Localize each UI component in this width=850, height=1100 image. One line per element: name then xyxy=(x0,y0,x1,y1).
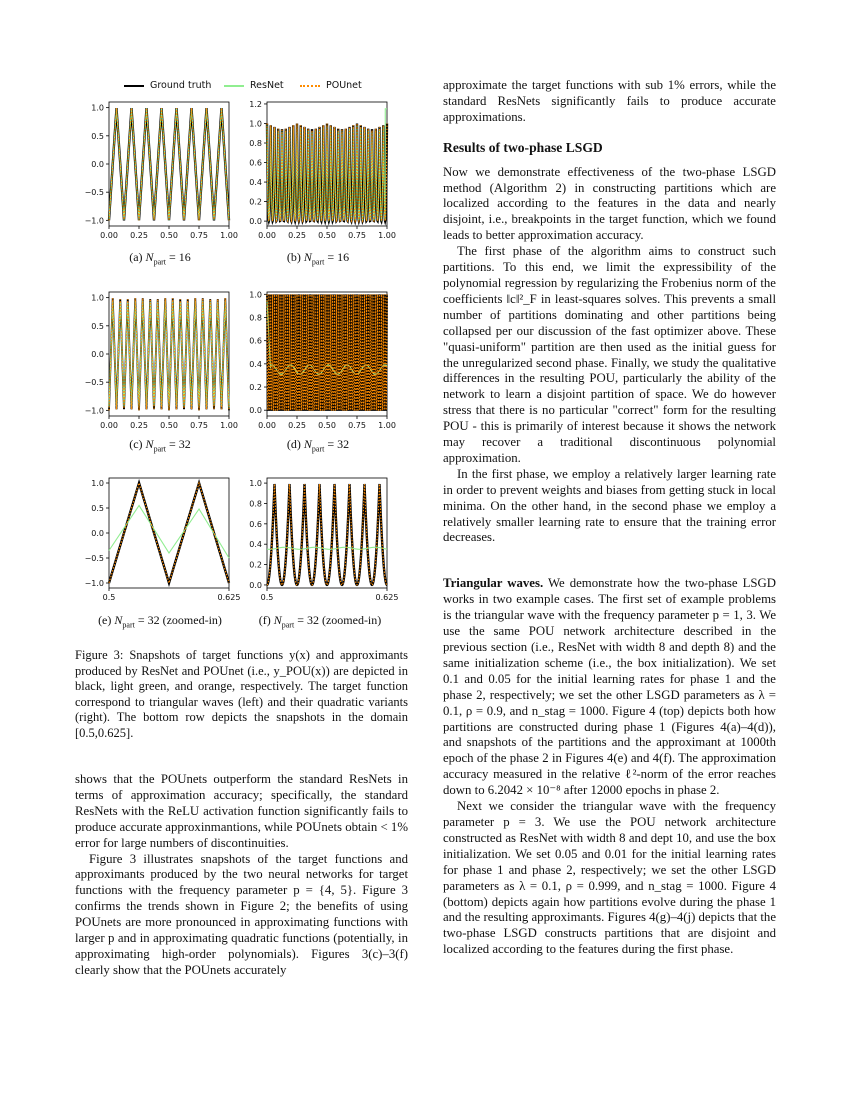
right-paragraph-5: Next we consider the triangular wave with the frequency parameter p = 3. We use the POU network architecture constructed as ResNet with width 8 and dept 10, and use the box initialization. We set 0.05 and 0.01 for the initial learning rates for phase 1 and phase 2, respectively; we set the other LSGD parameters as λ = 0.1, ρ = 0.999, and n_stag = 1000. Figure 4 (bottom) depicts again how partitions evolve during the phase 1 and the resulting approximants. Figures 4(g)–4(j) depicts that the two-phase LSGD constructs partitions that are disjoint and localized according to the features during the first phase. xyxy=(443,799,777,957)
section-heading: Results of two-phase LSGD xyxy=(443,139,603,155)
y-tick-label: 0.0 xyxy=(91,160,104,169)
y-tick-label: 0.4 xyxy=(249,540,262,550)
x-tick-label: 1.00 xyxy=(220,231,238,240)
y-tick-label: 1.0 xyxy=(91,293,104,303)
chart-panel-b xyxy=(233,98,403,248)
legend-label-ground-truth: Ground truth xyxy=(150,80,212,91)
x-tick-label: 0.50 xyxy=(160,421,178,430)
chart-panel-e xyxy=(75,474,245,614)
x-tick-label: 1.00 xyxy=(220,421,238,430)
series-resnet-line xyxy=(267,547,387,549)
x-tick-label: 0.75 xyxy=(348,421,366,430)
legend-resnet xyxy=(224,80,284,91)
plot-frame xyxy=(109,478,229,588)
chart-panel-a xyxy=(75,98,245,248)
legend-swatch-ground-truth xyxy=(124,85,144,87)
y-tick-label: 0.4 xyxy=(249,359,262,369)
legend-swatch-pounet xyxy=(300,85,320,87)
subcaption-c: (c) $N_{part} = 32$ xyxy=(129,437,191,454)
subcaption-d: (d) $N_{part} = 32$ xyxy=(286,437,350,454)
y-tick-label: 1.0 xyxy=(249,119,262,129)
x-tick-label: 0.00 xyxy=(258,231,276,240)
y-tick-label: 0.0 xyxy=(91,350,104,359)
y-tick-label: −1.0 xyxy=(84,216,104,226)
legend-label-resnet: ResNet xyxy=(250,80,284,91)
x-tick-label: 0.25 xyxy=(288,231,306,240)
chart-panel-f xyxy=(233,474,403,614)
runin-heading: Triangular waves. xyxy=(443,576,544,591)
x-tick-label: 0.625 xyxy=(217,593,241,602)
figure-caption xyxy=(75,648,408,742)
y-tick-label: 0.4 xyxy=(249,178,262,188)
y-tick-label: 0.5 xyxy=(91,131,104,141)
chart-panel-c xyxy=(75,288,245,438)
chart-svg-b xyxy=(233,98,403,246)
left-paragraph-2: Figure 3 illustrates snapshots of the target functions and approximants produced by the two neural networks for target functions with the frequency parameter p = {4, 5}. Figure 3 confirms the trends shown in Figure 2; the benefits of using POUnets are more pronounced in approximating functions with larger p and in approximating quadratic functions (potentially, in approximating high-order polynomials). Figures 3(c)–3(f) clearly show that the POUnets accurately xyxy=(75,851,408,977)
x-tick-label: 0.00 xyxy=(100,421,118,430)
legend-swatch-resnet xyxy=(224,85,244,87)
x-tick-label: 0.75 xyxy=(190,231,208,240)
legend-label-pounet: POUnet xyxy=(326,80,362,91)
series-resnet-line xyxy=(109,506,229,559)
y-tick-label: 1.0 xyxy=(91,103,104,113)
left-paragraph-1: shows that the POUnets outperform the standard ResNets in terms of approximation accuracy; specifically, the standard ResNets with the ReLU activation function significantly fails to produce accurate approxinmantions, while POUnets obtain < 1% error for large numbers of discontinuities. xyxy=(75,772,408,850)
subcaption-e: (e) $N_{part} = 32$ (zoomed-in) xyxy=(98,613,222,630)
chart-svg-d xyxy=(233,288,403,436)
left-column xyxy=(75,772,408,979)
subcaption-a: (a) $N_{part} = 16$ xyxy=(129,250,191,267)
y-tick-label: −1.0 xyxy=(84,406,104,416)
legend-ground-truth xyxy=(124,80,211,91)
y-tick-label: −0.5 xyxy=(84,554,104,563)
x-tick-label: 0.00 xyxy=(100,231,118,240)
y-tick-label: −0.5 xyxy=(84,378,104,388)
series-ground-truth-line xyxy=(267,484,387,585)
x-tick-label: 1.00 xyxy=(378,231,396,240)
x-tick-label: 0.25 xyxy=(130,421,148,430)
figure-caption-label: Figure 3: xyxy=(75,648,124,662)
y-tick-label: 0.5 xyxy=(91,321,104,331)
y-tick-label: 1.2 xyxy=(249,99,262,109)
y-tick-label: 0.2 xyxy=(249,560,262,570)
y-tick-label: 0.6 xyxy=(249,519,262,529)
series-pounet-line xyxy=(109,483,229,583)
y-tick-label: 0.2 xyxy=(249,197,262,207)
right-paragraph-2: The first phase of the algorithm aims to construct such partitions. To this end, we limit the expressibility of the polynomial regression by regularizing the Frobenius norm of the coefficients ‖c‖²_F in least-squares solves. This prevents a small number of partitions dominating and other partitions being collapsed per our discussion of the fast optimizer above. These "quasi-uniform" partition are then used as the initial guess for the unregularized second phase. Finally, we study the qualitative differences in the resulting POU, particularly the ability of the network to learn a disjoint partition of space. We do however stress that there is no particular "correct" form for the resulting POU - this is primarily of interest because it shows the network may recover a traditional discontinuous polynomial approximation. xyxy=(443,244,776,465)
figure-caption-text: Snapshots of target functions y(x) and approximants produced by ResNet and POUnet (i.e., y_POU(x)) are depicted in black, light green, and orange, respectively. The target function correspond to triangular waves (left) and their quadratic variants (right). The bottom row depicts the snapshots in the domain [0.5,0.625]. xyxy=(75,648,409,740)
x-tick-label: 0.625 xyxy=(375,593,399,602)
right-paragraph-3: In the first phase, we employ a relatively larger learning rate in order to prevent weights and biases from getting stuck in local minima. On the other hand, in the second phase we employ a relatively smaller learning rate to ensure that the training error decreases. xyxy=(443,466,776,545)
x-tick-label: 0.50 xyxy=(318,231,336,240)
y-tick-label: 0.0 xyxy=(91,529,104,538)
y-tick-label: −0.5 xyxy=(84,188,104,198)
y-tick-label: 1.0 xyxy=(249,479,262,489)
y-tick-label: 0.0 xyxy=(249,406,262,416)
right-paragraph-1: Now we demonstrate effectiveness of the two-phase LSGD method (Algorithm 2) in constructing partitions which are localized according to the features in the data and nearly disjoint, i.e., breakpoints in the target function, which we found leads to better approximation accuracy. xyxy=(443,164,776,243)
y-tick-label: −1.0 xyxy=(84,579,104,588)
chart-svg-a xyxy=(75,98,245,246)
right-column xyxy=(443,78,776,958)
right-paragraph-0: approximate the target functions with sub 1% errors, while the standard ResNets significantly fails to produce accurate approximations. xyxy=(443,78,776,124)
chart-svg-e xyxy=(75,474,245,608)
y-tick-label: 0.8 xyxy=(249,139,262,149)
legend-pounet xyxy=(300,80,362,91)
y-tick-label: 1.0 xyxy=(91,479,104,488)
y-tick-label: 0.5 xyxy=(91,504,104,513)
y-tick-label: 0.8 xyxy=(249,499,262,509)
y-tick-label: 0.0 xyxy=(249,217,262,227)
right-paragraph-4-text: We demonstrate how the two-phase LSGD works in two example cases. The first set of example problems is the triangular wave with the frequency parameter p = 1, 3. We use the same POU network architecture described in the previous section (i.e., ResNet with width 8 and depth 8) and the same initialization scheme (i.e., the box initialization). We set 0.1 and 0.05 for the initial learning rates for phase 1 and the phase 2, respectively; we set the other LSGD parameters as λ = 0.1, ρ = 0.9, and n_stag = 1000. Figure 4 (top) depicts both how partitions are constructed during phase 1 (Figures 4(a)–4(d)), and snapshots of the partitions and the approximant at 1000th epoch of the phase 2 in Figures 4(e) and 4(f). The approximation accuracy measured in the relative ℓ²-norm of the error reaches down to 6.2042 × 10⁻⁸ after 12000 epochs in phase 2. xyxy=(443,576,777,798)
x-tick-label: 0.00 xyxy=(258,421,276,430)
y-tick-label: 0.2 xyxy=(249,383,262,393)
y-tick-label: 0.6 xyxy=(249,158,262,168)
x-tick-label: 0.5 xyxy=(260,593,274,602)
y-tick-label: 0.6 xyxy=(249,336,262,346)
chart-svg-f xyxy=(233,474,403,608)
subcaption-f: (f) $N_{part} = 32$ (zoomed-in) xyxy=(258,613,382,630)
x-tick-label: 0.50 xyxy=(160,231,178,240)
right-paragraph-4 xyxy=(443,576,776,799)
x-tick-label: 0.25 xyxy=(130,231,148,240)
x-tick-label: 0.75 xyxy=(190,421,208,430)
y-tick-label: 1.0 xyxy=(249,290,262,300)
y-tick-label: 0.8 xyxy=(249,313,262,323)
x-tick-label: 0.25 xyxy=(288,421,306,430)
subcaption-b: (b) $N_{part} = 16$ xyxy=(286,250,350,267)
x-tick-label: 0.50 xyxy=(318,421,336,430)
series-ground-truth-line xyxy=(109,483,229,583)
x-tick-label: 0.5 xyxy=(102,593,116,602)
series-ground-truth-line xyxy=(109,108,229,220)
x-tick-label: 0.75 xyxy=(348,231,366,240)
y-tick-label: 0.0 xyxy=(249,580,262,590)
figure-legend xyxy=(118,80,408,94)
x-tick-label: 1.00 xyxy=(378,421,396,430)
chart-svg-c xyxy=(75,288,245,436)
chart-panel-d xyxy=(233,288,403,438)
